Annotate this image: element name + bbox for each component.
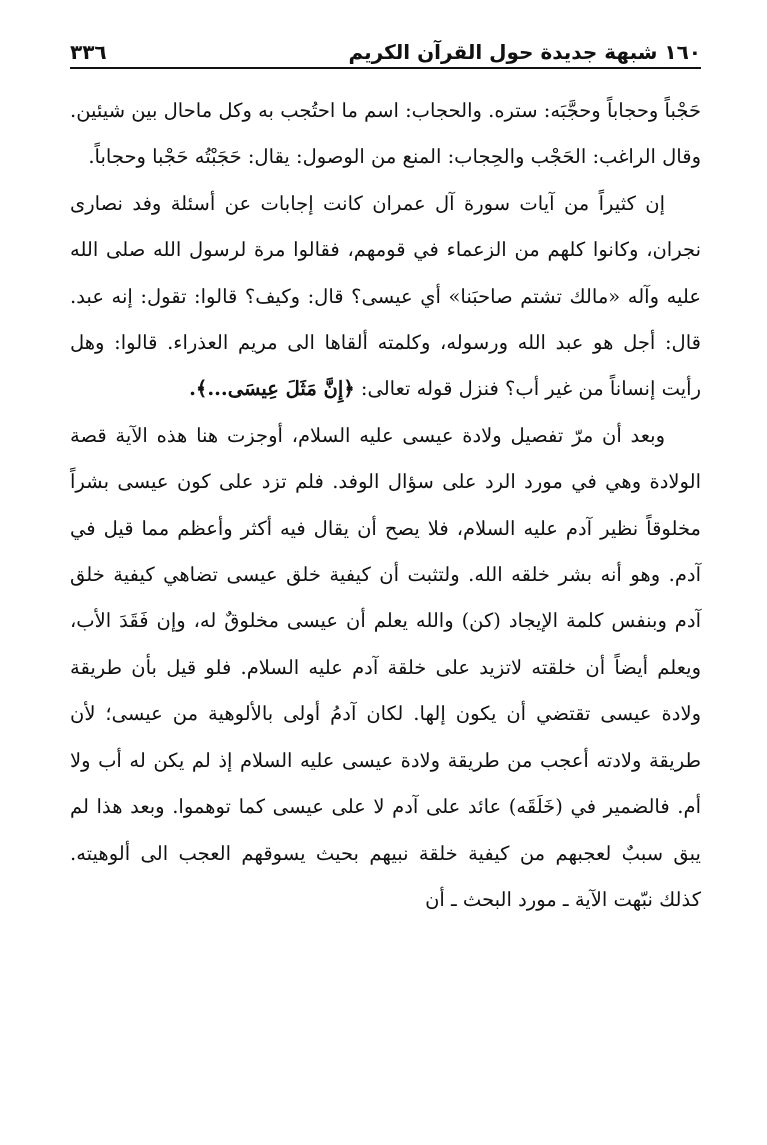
paragraph-3 [70,413,701,923]
page-header [70,30,701,64]
book-title: ١٦٠ شبهة جديدة حول القرآن الكريم [348,40,701,64]
paragraph-1-text: حَجْباً وحجاباً وحجَّبَه: ستره. والحجاب: اسم ما احتُجب به وكل ماحال بين شيئين. وقال الراغب: الحَجْب والحِجاب: المنع من الوصول: يقال: حَجَبْتُه حَجْبا وحجاباً. [70,99,701,169]
paragraph-2 [70,181,701,413]
header-divider [70,67,701,69]
paragraph-2-text: إن كثيراً من آيات سورة آل عمران كانت إجابات عن أسئلة وفد نصارى نجران، وكانوا كلهم من الزعماء في قومهم، فقالوا مرة لرسول الله صلى الله عليه وآله «مالك تشتم صاحبَنا» أي عيسى؟ قال: وكيف؟ قالوا: تقول: إنه عبد. قال: أجل هو عبد الله ورسوله، وكلمته ألقاها الى مريم العذراء. قالوا: وهل رأيت إنساناً من غير أب؟ فنزل قوله تعالى: [70,191,701,401]
page-number: ٣٣٦ [70,40,107,64]
paragraph-3-text: وبعد أن مرّ تفصيل ولادة عيسى عليه السلام، أوجزت هنا هذه الآية قصة الولادة وهي في مورد الرد على سؤال الوفد. فلم تزد على كون عيسى بشراً مخلوقاً نظير آدم عليه السلام، فلا يصح أن يقال فيه أكثر وأعظم مما قيل في آدم. وهو أنه بشر خلقه الله. ولتثبت أن كيفية خلق عيسى تضاهي كيفية خلق آدم وبنفس كلمة الإيجاد (كن) والله يعلم أن عيسى مخلوقٌ له، وإن فَقَدَ الأب، ويعلم أيضاً أن خلقته لاتزيد على خلقة آدم عليه السلام. فلو قيل بأن طريقة ولادة عيسى تقتضي أن يكون إلها. لكان آدمُ أولى بالألوهية من عيسى؛ لأن طريقة ولادته أعجب من طريقة ولادة عيسى عليه السلام إذ لم يكن له أب ولا أم. فالضمير في (خَلَقَه) عائد على آدم لا على عيسى كما توهموا. وبعد هذا لم يبق سببٌ لعجبهم من كيفية خلقة نبيهم بحيث يسوقهم العجب الى ألوهيته. كذلك نبّهت الآية ـ مورد البحث ـ أن [70,423,701,911]
quran-quote: ﴿إِنَّ مَثَلَ عِيسَى...﴾. [189,377,355,401]
paragraph-1 [70,88,701,181]
body-text [70,88,701,923]
